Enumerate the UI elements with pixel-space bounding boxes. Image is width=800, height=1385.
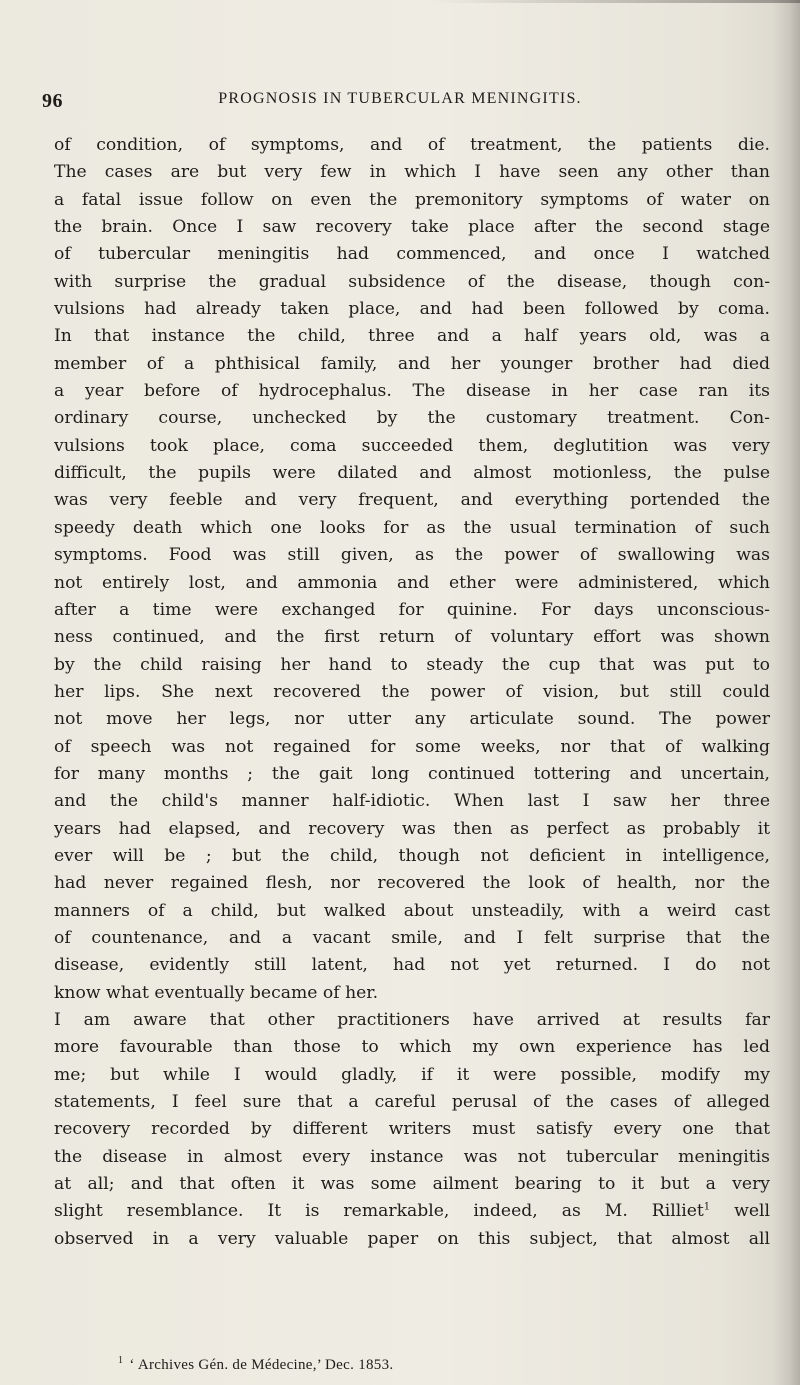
text-segment: well [710, 1201, 771, 1222]
text-line: of speech was not regained for some weeks, nor that of walking [54, 736, 770, 757]
text-line: and the child's manner half-idiotic. When last I saw her three [54, 791, 770, 812]
text-line: her lips. She next recovered the power of vision, but still could [54, 681, 770, 702]
text-line: of countenance, and a vacant smile, and I felt surprise that the [54, 927, 770, 948]
page-number: 96 [42, 90, 63, 112]
footnote-text: ‘ Archives Gén. de Médecine,’ Dec. 1853. [129, 1357, 394, 1373]
text-line: years had elapsed, and recovery was then as perfect as probably it [54, 818, 770, 839]
text-line: vulsions took place, coma succeeded them, deglutition was very [54, 435, 770, 456]
text-line: for many months ; the gait long continued tottering and uncertain, [54, 763, 770, 784]
text-line: after a time were exchanged for quinine. For days unconscious- [54, 599, 770, 620]
text-line: of condition, of symptoms, and of treatment, the patients die. [54, 135, 770, 155]
text-line: by the child raising her hand to steady the cup that was put to [54, 654, 770, 675]
text-line: ever will be ; but the child, though not deficient in intelligence, [54, 845, 770, 866]
text-line: more favourable than those to which my own experience has led [54, 1037, 770, 1058]
text-line: speedy death which one looks for as the usual termination of such [54, 517, 770, 538]
text-line: ness continued, and the first return of voluntary effort was shown [54, 627, 770, 648]
text-line: statements, I feel sure that a careful perusal of the cases of alleged [54, 1092, 770, 1113]
text-line: not move her legs, nor utter any articulate sound. The power [54, 709, 770, 730]
text-line: difficult, the pupils were dilated and almost motionless, the pulse [54, 463, 770, 484]
footnote-ref-mark: 1 [703, 1201, 711, 1213]
text-line: was very feeble and very frequent, and everything portended the [54, 490, 770, 511]
text-line: recovery recorded by different writers must satisfy every one that [54, 1119, 770, 1140]
text-line: In that instance the child, three and a half years old, was a [54, 326, 770, 347]
text-line: with surprise the gradual subsidence of the disease, though con- [54, 271, 770, 292]
footnote [118, 1355, 393, 1374]
text-line: of tubercular meningitis had commenced, and once I watched [54, 244, 770, 265]
text-line: the brain. Once I saw recovery take place after the second stage [54, 217, 770, 238]
text-line: symptoms. Food was still given, as the power of swallowing was [54, 545, 770, 566]
text-line: had never regained flesh, nor recovered the look of health, nor the [54, 873, 770, 894]
text-line: manners of a child, but walked about unsteadily, with a weird cast [54, 900, 770, 921]
text-line: disease, evidently still latent, had not yet returned. I do not [54, 955, 770, 976]
text-line: know what eventually became of her. [54, 982, 379, 1003]
text-line: the disease in almost every instance was not tubercular meningitis [54, 1146, 770, 1167]
text-line: a fatal issue follow on even the premonitory symptoms of water on [54, 189, 770, 210]
text-line: not entirely lost, and ammonia and ether were administered, which [54, 572, 770, 593]
page-gutter-shadow [772, 0, 800, 1385]
text-line: observed in a very valuable paper on this subject, that almost all [54, 1228, 770, 1249]
text-line: me; but while I would gladly, if it were possible, modify my [54, 1064, 770, 1085]
text-segment: slight resemblance. It is remarkable, indeed, as M. Rilliet [54, 1201, 704, 1222]
text-line: The cases are but very few in which I have seen any other than [54, 162, 770, 183]
text-line: vulsions had already taken place, and had been followed by coma. [54, 299, 770, 320]
text-line: at all; and that often it was some ailment bearing to it but a very [54, 1174, 770, 1195]
top-edge-rule [430, 0, 800, 3]
text-line: I am aware that other practitioners have arrived at results far [54, 1010, 770, 1030]
text-line-with-footnote-ref [54, 1198, 770, 1225]
body-text [54, 132, 770, 1253]
page-header [0, 90, 800, 114]
running-head: PROGNOSIS IN TUBERCULAR MENINGITIS. [218, 90, 582, 107]
text-line: a year before of hydrocephalus. The disease in her case ran its [54, 381, 770, 402]
text-line: member of a phthisical family, and her younger brother had died [54, 353, 770, 374]
footnote-mark: 1 [118, 1355, 124, 1366]
text-line: ordinary course, unchecked by the customary treatment. Con- [54, 408, 770, 429]
